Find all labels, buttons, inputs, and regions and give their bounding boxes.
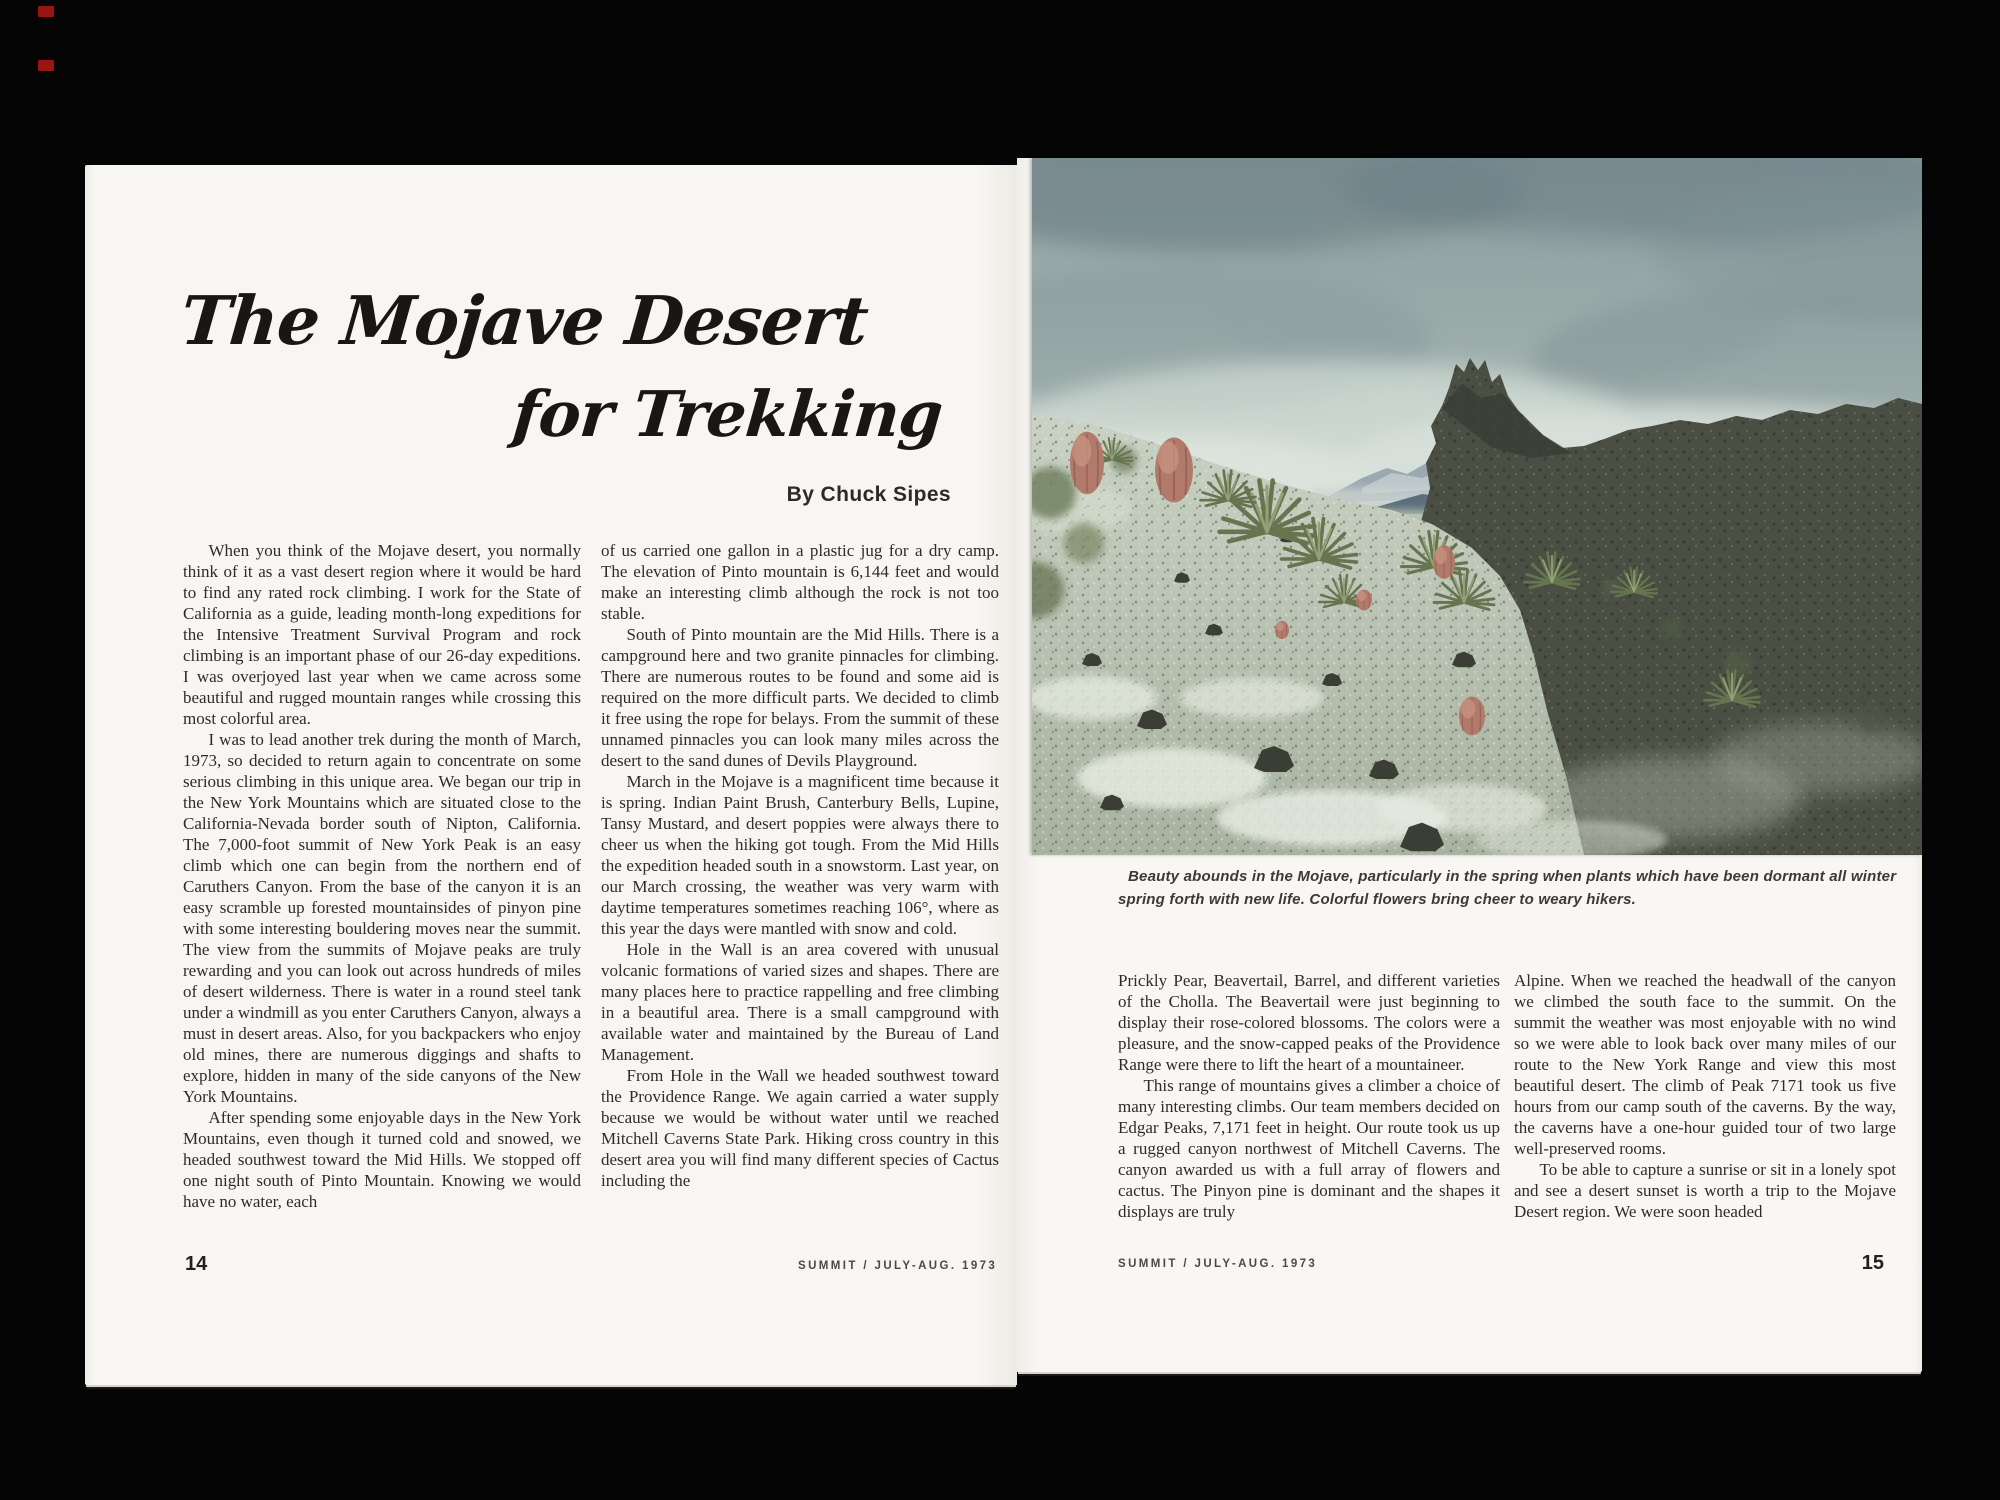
journal-footer: SUMMIT / JULY-AUG. 1973 (798, 1260, 998, 1272)
article-title-line2: for Trekking (509, 377, 946, 451)
body-paragraph: When you think of the Mojave desert, you normally think of it as a vast desert region where it would be hard to find any rated rock climbing. I work for the State of California as a guide, leading month-long expeditions for the Intensive Treatment Survival Program and rock climbing is an important phase of our 26-day expeditions. I was overjoyed last year when we came across some beautiful and rugged mountain ranges while crossing this most colorful area. (183, 541, 581, 728)
body-paragraph: Prickly Pear, Beavertail, Barrel, and different varieties of the Cholla. The Beavertail were just beginning to display their rose-colored blossoms. The colors were a pleasure, and the snow-capped peaks of the Providence Range were there to lift the heart of a mountaineer. (1118, 971, 1500, 1074)
page-number: 15 (1861, 1252, 1884, 1274)
body-paragraph: Hole in the Wall is an area covered with unusual volcanic formations of varied sizes and shapes. There are many places here to practice rappelling and free climbing in a beautiful area. There is a small campground with available water and maintained by the Bureau of Land Management. (601, 940, 999, 1064)
right-page-column-2 (1514, 970, 1896, 1222)
body-paragraph: Alpine. When we reached the headwall of the canyon we climbed the south face to the summit. On the summit the weather was most enjoyable with no wind so we were able to look back over many miles of our route to the New York Range and view this most beautiful desert. The climb of Peak 7171 took us five hours from our camp south of the caverns. By the way, the caverns have a one-hour guided tour of two large well-preserved rooms. (1514, 971, 1896, 1158)
right-page (1017, 158, 1922, 1372)
body-paragraph: This range of mountains gives a climber a choice of many interesting climbs. Our team members decided on Edgar Peaks, 7,171 feet in height. Our route took us up a rugged canyon northwest of Mitchell Caverns. The canyon awarded us with a full array of flowers and cactus. The Pinyon pine is dominant and the shapes it displays are truly (1118, 1076, 1500, 1221)
photo-caption: Beauty abounds in the Mojave, particularly in the spring when plants which have been dormant all winter spring forth with new life. Colorful flowers bring cheer to weary hikers. (1118, 868, 1897, 908)
body-paragraph: of us carried one gallon in a plastic jug for a dry camp. The elevation of Pinto mountain is 6,144 feet and would make an interesting climb although the rock is not too stable. (601, 541, 999, 623)
desert-photo (1032, 158, 1922, 855)
body-paragraph: I was to lead another trek during the month of March, 1973, so decided to return again to concentrate on some serious climbing in this unique area. We began our trip in the New York Mountains which are situated close to the California-Nevada border south of Nipton, California. The 7,000-foot summit of New York Peak is an easy climb which one can begin from the northern end of Caruthers Canyon. From the base of the canyon it is an easy scramble up forested mountainsides of pinyon pine with some interesting bouldering moves near the summit. The view from the summits of Mojave peaks are truly rewarding and you can look out across hundreds of miles of desert wilderness. There is water in a round steel tank under a windmill as you enter Caruthers Canyon, always a must in desert areas. Also, for you backpackers who enjoy old mines, there are numerous diggings and shafts to explore, hidden in many of the side canyons of the New York Mountains. (183, 730, 581, 1106)
left-page-column-1 (183, 540, 581, 1212)
body-paragraph: After spending some enjoyable days in the New York Mountains, even though it turned cold and snowed, we headed southwest toward the Mid Hills. We stopped off one night south of Pinto Mountain. Knowing we would have no water, each (183, 1108, 581, 1211)
desert-photo-illustration (1032, 158, 1922, 855)
right-page-columns (1118, 970, 1896, 1222)
red-registration-mark (38, 6, 54, 17)
right-page-column-1 (1118, 970, 1500, 1222)
body-paragraph: March in the Mojave is a magnificent time because it is spring. Indian Paint Brush, Canterbury Bells, Lupine, Tansy Mustard, and desert poppies were always there to cheer us when the hiking got tough. From the Mid Hills the expedition headed south in a snowstorm. Last year, on our March crossing, the weather was very warm with daytime temperatures sometimes reaching 106°, where as this year the days were mantled with snow and cold. (601, 772, 999, 938)
left-page (85, 165, 1017, 1385)
byline: By Chuck Sipes (786, 483, 951, 506)
page-number: 14 (185, 1253, 208, 1275)
left-page-column-2 (601, 540, 999, 1212)
body-paragraph: South of Pinto mountain are the Mid Hills. There is a campground here and two granite pinnacles for climbing. There are numerous routes to be found and some aid is required on the more difficult parts. We decided to climb it free using the rope for belays. From the summit of these unnamed pinnacles you can look many miles across the desert to the sand dunes of Devils Playground. (601, 625, 999, 770)
red-registration-mark (38, 60, 54, 71)
article-title-line1: The Mojave Desert (177, 281, 871, 360)
body-paragraph: To be able to capture a sunrise or sit in a lonely spot and see a desert sunset is worth a trip to the Mojave Desert region. We were soon headed (1514, 1160, 1896, 1221)
journal-footer: SUMMIT / JULY-AUG. 1973 (1118, 1258, 1318, 1270)
body-paragraph: From Hole in the Wall we headed southwest toward the Providence Range. We again carried a water supply because we would be without water until we reached Mitchell Caverns State Park. Hiking cross country in this desert area you will find many different species of Cactus including the (601, 1066, 999, 1190)
left-page-columns (183, 540, 999, 1212)
